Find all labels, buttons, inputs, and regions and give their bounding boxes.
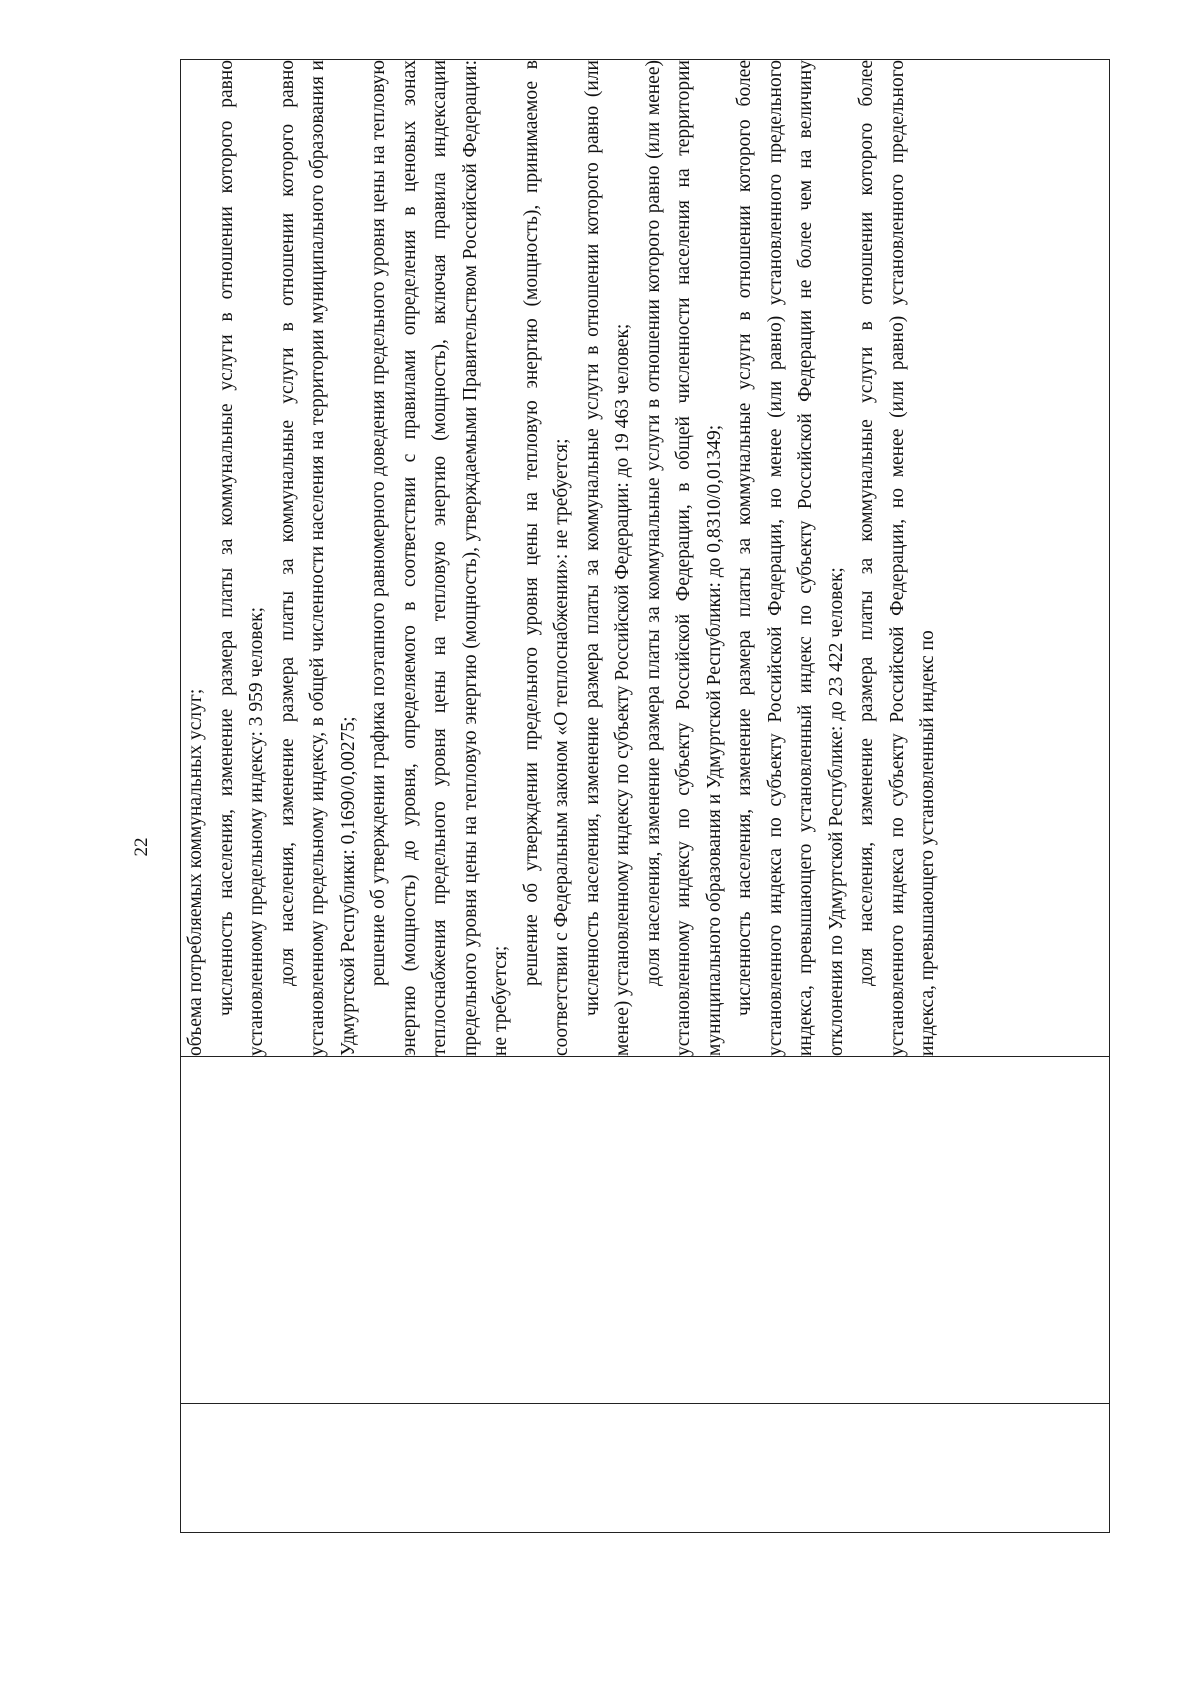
- paragraph: доля населения, изменение размера платы за коммунальные услуги в отношении которого равно установленному предельному индексу, в общей численности населения на территории муниципального образования и Удмуртской Республики: 0,1690/0,00275;: [276, 60, 359, 1056]
- rotated-table-content: [180, 60, 1110, 1533]
- paragraph: численность населения, изменение размера платы за коммунальные услуги в отношении которого более установленного индекса по субъекту Российской Федерации, но менее (или равно) установленного предельного индекса, превышающего установленный индекс по субъекту Российской Федерации не более чем на величину отклонения по Удмуртской Республике: до 23 422 человек;: [734, 60, 847, 1056]
- paragraph: решение об утверждении графика поэтапного равномерного доведения предельного уровня цены на тепловую энергию (мощность) до уровня, определяемого в соответствии с правилами определения в ценовых зонах теплоснабжения предельного уровня цены на тепловую энергию (мощность), включая правила индексации предельного уровня цены на тепловую энергию (мощность), утверждаемыми Правительством Российской Федерации: не требуется;: [368, 60, 511, 1056]
- table-row: [181, 60, 1110, 1533]
- document-table: [180, 59, 1110, 1533]
- paragraph: численность населения, изменение размера платы за коммунальные услуги в отношении которого равно установленному предельному индексу: 3 959 человек;: [215, 60, 267, 1056]
- paragraph: доля населения, изменение размера платы за коммунальные услуги в отношении которого более установленного индекса по субъекту Российской Федерации, но менее (или равно) установленного предельного индекса, превышающего установленный индекс по: [856, 60, 938, 1056]
- paragraph: решение об утверждении предельного уровня цены на тепловую энергию (мощность), принимаемое в соответствии с Федеральным законом «О теплоснабжении»: не требуется;: [520, 60, 572, 1056]
- table-cell-text: [181, 60, 1110, 1057]
- table-cell-empty-middle: [181, 1057, 1110, 1404]
- page-number: 22: [131, 837, 152, 857]
- paragraph: объема потребляемых коммунальных услуг;: [185, 688, 206, 1056]
- paragraph: доля населения, изменение размера платы за коммунальные услуги в отношении которого равно (или менее) установленному индексу по субъекту Российской Федерации, в общей численности населения на территории муниципального образования и Удмуртской Республики: до 0,8310/0,01349;: [642, 60, 725, 1056]
- paragraph: численность населения, изменение размера платы за коммунальные услуги в отношении которого равно (или менее) установленному индексу по субъекту Российской Федерации: до 19 463 человек;: [581, 60, 633, 1056]
- text-block: [181, 60, 944, 1056]
- rotated-table-frame: [180, 60, 1110, 1533]
- table-cell-empty-left: [181, 1404, 1110, 1533]
